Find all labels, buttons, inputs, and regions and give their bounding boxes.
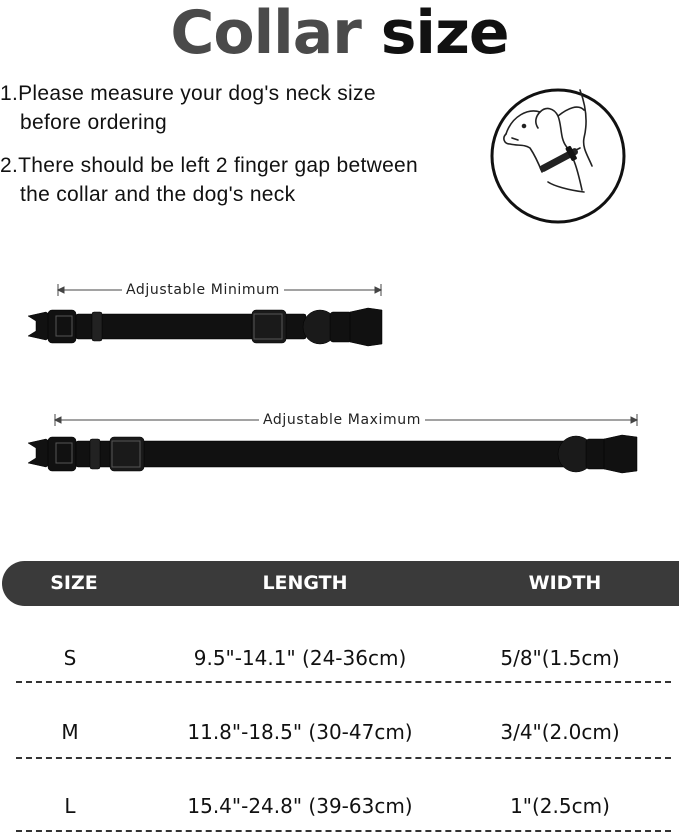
instruction-1 — [0, 79, 376, 137]
cell-width: 3/4"(2.0cm) — [500, 720, 620, 744]
cell-length: 11.8"-18.5" (30-47cm) — [187, 720, 413, 744]
cell-width: 1"(2.5cm) — [510, 794, 610, 818]
cell-size: S — [63, 646, 77, 670]
adjustable-minimum-label: Adjustable Minimum — [122, 282, 284, 298]
dog-neck-measure-icon — [488, 86, 628, 226]
header-width: WIDTH — [528, 572, 602, 594]
header-length: LENGTH — [262, 572, 348, 594]
cell-size: M — [61, 720, 79, 744]
header-size: SIZE — [50, 572, 98, 594]
instruction-2 — [0, 151, 418, 209]
size-table-header — [2, 561, 679, 606]
adjustable-maximum-label: Adjustable Maximum — [259, 412, 425, 428]
instruction-2-line-2: the collar and the dog's neck — [20, 183, 296, 206]
row-divider — [16, 830, 671, 832]
title-word-size: size — [380, 0, 509, 68]
instruction-1-line-1: 1.Please measure your dog's neck size — [0, 82, 376, 105]
cell-length: 9.5"-14.1" (24-36cm) — [193, 646, 407, 670]
instruction-2-line-1: 2.There should be left 2 finger gap between — [0, 154, 419, 177]
collar-minimum-image — [0, 278, 679, 348]
row-divider — [16, 757, 671, 759]
page-title — [0, 0, 679, 66]
cell-length: 15.4"-24.8" (39-63cm) — [187, 794, 413, 818]
cell-size: L — [64, 794, 76, 818]
title-word-collar: Collar — [170, 0, 361, 68]
instruction-1-line-2: before ordering — [20, 111, 167, 134]
cell-width: 5/8"(1.5cm) — [500, 646, 620, 670]
row-divider — [16, 681, 671, 683]
